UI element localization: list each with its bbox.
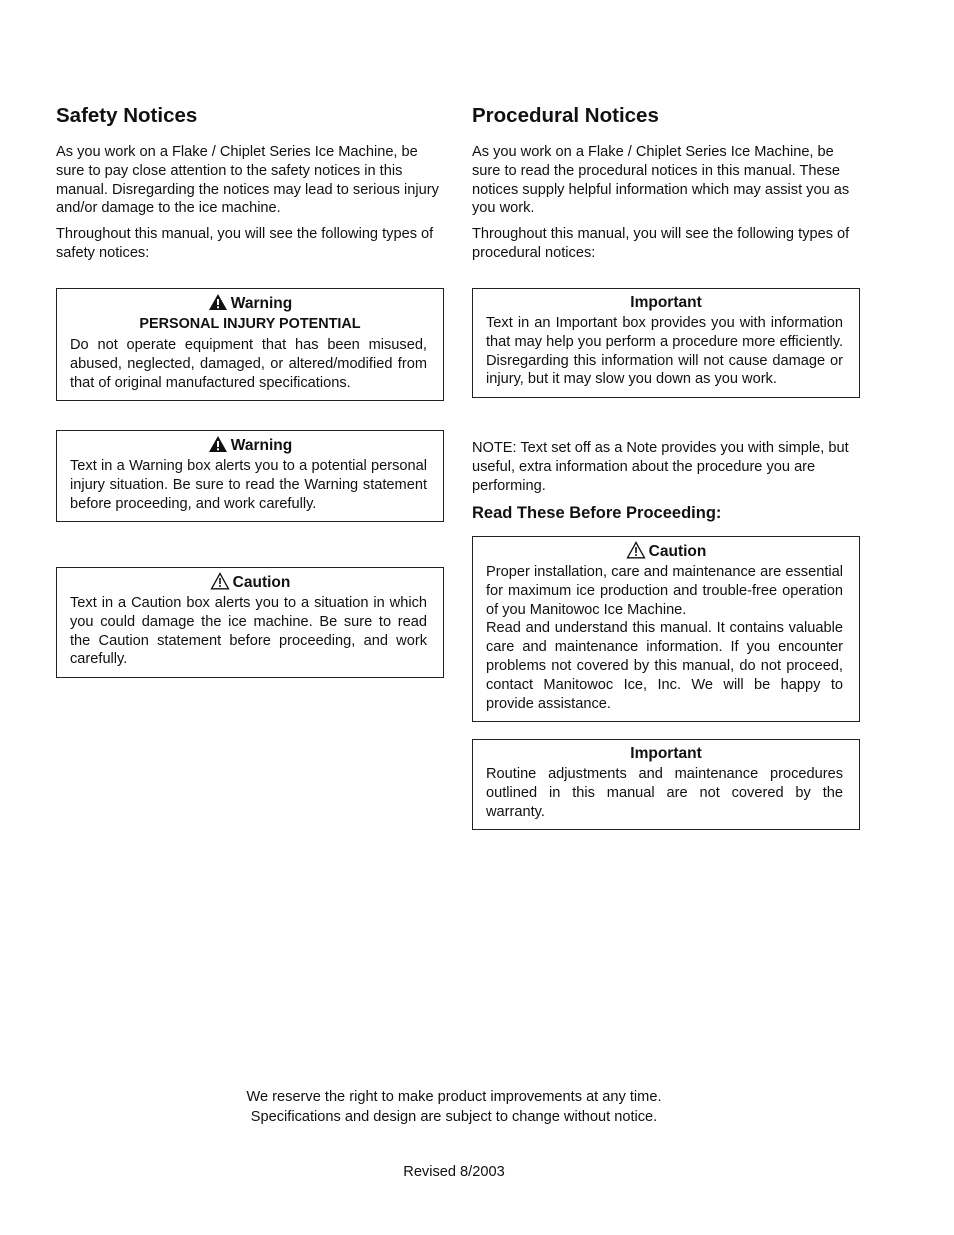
important-box-heading: Important [630,745,702,762]
caution-box-body-1: Proper installation, care and maintenance are essential for maximum ice production and trouble-free operation of you Manitowoc Ice Machine. [486,564,843,618]
caution-box-heading: Caution [232,574,291,591]
important-box-heading: Important [630,294,702,311]
safety-intro-paragraph: As you work on a Flake / Chiplet Series Ice Machine, be sure to pay close attention to the safety notices in this manual. Disregarding the notices may lead to serious injury and/or damage to the ice machine. [56,144,439,217]
caution-box-installation [472,536,860,722]
footer-reserve-line: We reserve the right to make product improvements at any time. [246,1089,662,1105]
revised-date: Revised 8/2003 [403,1164,505,1180]
caution-box-body-2: Read and understand this manual. It contains valuable care and maintenance information. If you encounter problems not covered by this manual, do not proceed, contact Manitowoc Ice, Inc. We will be happy to provide assistance. [486,620,843,712]
safety-notices-section [56,104,444,668]
caution-box-general [56,567,444,678]
safety-types-paragraph: Throughout this manual, you will see the following types of safety notices: [56,226,434,261]
footer-specifications-line: Specifications and design are subject to change without notice. [250,1109,658,1125]
safety-notices-title: Safety Notices [56,104,198,127]
warning-filled-icon [208,435,228,453]
warning-box-general [56,430,444,522]
caution-outline-icon [626,541,646,559]
important-box-body: Routine adjustments and maintenance procedures outlined in this manual are not covered by the warranty. [486,766,843,820]
read-before-proceeding-heading: Read These Before Proceeding: [472,504,722,522]
warning-box-heading: Warning [230,437,293,454]
note-paragraph: NOTE: Text set off as a Note provides you with simple, but useful, extra information about the procedure you are performing. [472,440,849,494]
procedural-intro-paragraph: As you work on a Flake / Chiplet Series Ice Machine, be sure to read the procedural notices in this manual. These notices supply helpful information which may assist you as you work. [472,144,850,217]
caution-box-heading: Caution [648,543,707,560]
personal-injury-subheading: PERSONAL INJURY POTENTIAL [139,316,361,332]
warning-box-body: Do not operate equipment that has been misused, abused, neglected, damaged, or altered/modified from that of original manufactured specifications. [70,337,427,391]
important-box-warranty [472,739,860,830]
warning-box-body: Text in a Warning box alerts you to a potential personal injury situation. Be sure to read the Warning statement before proceeding, and work carefully. [70,458,427,512]
procedural-notices-section [472,104,860,820]
procedural-types-paragraph: Throughout this manual, you will see the following types of procedural notices: [472,226,850,261]
warning-box-heading: Warning [230,295,293,312]
warning-box-personal-injury [56,288,444,401]
caution-box-body: Text in a Caution box alerts you to a situation in which you could damage the ice machine. Be sure to read the Caution statement before proceeding, and work carefully. [70,595,427,668]
important-box-general [472,288,860,398]
caution-outline-icon [210,572,230,590]
important-box-body: Text in an Important box provides you with information that may help you perform a procedure more efficiently. Disregarding this information will not cause damage or injury, but it may slow you down as you work. [486,315,843,388]
procedural-notices-title: Procedural Notices [472,104,659,127]
warning-filled-icon [208,293,228,311]
